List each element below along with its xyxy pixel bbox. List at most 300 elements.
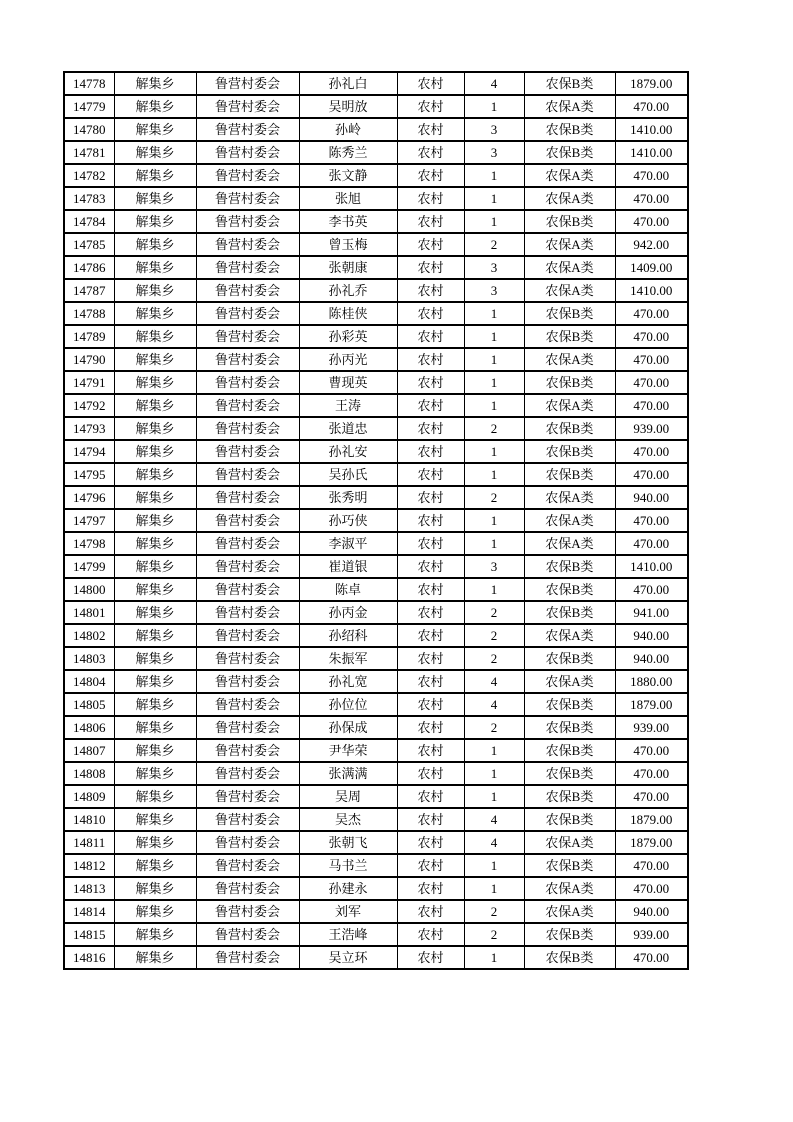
cell-household-type: 农村	[397, 302, 464, 325]
cell-insurance-category: 农保B类	[524, 141, 615, 164]
cell-township: 解集乡	[114, 256, 196, 279]
cell-person-name: 马书兰	[299, 854, 397, 877]
cell-insurance-category: 农保B类	[524, 210, 615, 233]
table-row	[64, 394, 688, 417]
cell-person-name: 曹现英	[299, 371, 397, 394]
cell-township: 解集乡	[114, 348, 196, 371]
cell-village-committee: 鲁营村委会	[196, 693, 299, 716]
table-row	[64, 95, 688, 118]
cell-township: 解集乡	[114, 371, 196, 394]
cell-insurance-category: 农保B类	[524, 693, 615, 716]
cell-household-type: 农村	[397, 72, 464, 95]
cell-person-count: 1	[464, 325, 524, 348]
cell-household-type: 农村	[397, 578, 464, 601]
cell-village-committee: 鲁营村委会	[196, 877, 299, 900]
cell-village-committee: 鲁营村委会	[196, 670, 299, 693]
cell-insurance-category: 农保A类	[524, 233, 615, 256]
cell-household-type: 农村	[397, 348, 464, 371]
cell-person-name: 陈秀兰	[299, 141, 397, 164]
cell-village-committee: 鲁营村委会	[196, 141, 299, 164]
cell-person-count: 2	[464, 923, 524, 946]
table-row	[64, 256, 688, 279]
cell-person-count: 1	[464, 302, 524, 325]
table-row	[64, 716, 688, 739]
cell-person-name: 吴周	[299, 785, 397, 808]
cell-amount: 470.00	[615, 210, 688, 233]
insurance-roster-table	[63, 71, 689, 970]
cell-household-type: 农村	[397, 739, 464, 762]
cell-person-count: 4	[464, 831, 524, 854]
cell-person-count: 2	[464, 601, 524, 624]
cell-insurance-category: 农保B类	[524, 762, 615, 785]
cell-serial-number: 14784	[64, 210, 114, 233]
cell-insurance-category: 农保A类	[524, 900, 615, 923]
cell-amount: 940.00	[615, 647, 688, 670]
cell-serial-number: 14809	[64, 785, 114, 808]
table-row	[64, 371, 688, 394]
cell-household-type: 农村	[397, 233, 464, 256]
cell-serial-number: 14797	[64, 509, 114, 532]
cell-serial-number: 14806	[64, 716, 114, 739]
table-row	[64, 854, 688, 877]
cell-amount: 470.00	[615, 946, 688, 969]
cell-amount: 1879.00	[615, 831, 688, 854]
cell-insurance-category: 农保B类	[524, 302, 615, 325]
cell-township: 解集乡	[114, 210, 196, 233]
cell-amount: 941.00	[615, 601, 688, 624]
cell-insurance-category: 农保B类	[524, 785, 615, 808]
table-row	[64, 601, 688, 624]
cell-household-type: 农村	[397, 693, 464, 716]
cell-person-count: 2	[464, 647, 524, 670]
cell-household-type: 农村	[397, 417, 464, 440]
cell-township: 解集乡	[114, 233, 196, 256]
cell-person-count: 4	[464, 670, 524, 693]
cell-township: 解集乡	[114, 716, 196, 739]
cell-serial-number: 14813	[64, 877, 114, 900]
cell-serial-number: 14792	[64, 394, 114, 417]
cell-person-count: 3	[464, 118, 524, 141]
cell-household-type: 农村	[397, 785, 464, 808]
cell-village-committee: 鲁营村委会	[196, 164, 299, 187]
cell-township: 解集乡	[114, 509, 196, 532]
cell-person-name: 吴孙氏	[299, 463, 397, 486]
cell-serial-number: 14791	[64, 371, 114, 394]
cell-person-name: 孙礼安	[299, 440, 397, 463]
cell-person-count: 1	[464, 509, 524, 532]
cell-township: 解集乡	[114, 601, 196, 624]
cell-person-name: 吴明放	[299, 95, 397, 118]
cell-household-type: 农村	[397, 555, 464, 578]
cell-amount: 470.00	[615, 854, 688, 877]
cell-person-count: 2	[464, 716, 524, 739]
cell-household-type: 农村	[397, 141, 464, 164]
cell-amount: 1410.00	[615, 279, 688, 302]
cell-person-name: 张朝康	[299, 256, 397, 279]
cell-amount: 470.00	[615, 762, 688, 785]
cell-village-committee: 鲁营村委会	[196, 762, 299, 785]
cell-insurance-category: 农保B类	[524, 647, 615, 670]
cell-person-count: 4	[464, 72, 524, 95]
table-row	[64, 325, 688, 348]
cell-household-type: 农村	[397, 900, 464, 923]
cell-person-count: 1	[464, 394, 524, 417]
cell-insurance-category: 农保B类	[524, 417, 615, 440]
cell-household-type: 农村	[397, 118, 464, 141]
cell-household-type: 农村	[397, 95, 464, 118]
cell-serial-number: 14783	[64, 187, 114, 210]
cell-insurance-category: 农保B类	[524, 440, 615, 463]
cell-village-committee: 鲁营村委会	[196, 555, 299, 578]
table-row	[64, 762, 688, 785]
cell-household-type: 农村	[397, 716, 464, 739]
cell-insurance-category: 农保A类	[524, 509, 615, 532]
cell-person-count: 1	[464, 739, 524, 762]
cell-amount: 942.00	[615, 233, 688, 256]
cell-household-type: 农村	[397, 256, 464, 279]
table-row	[64, 118, 688, 141]
table-row	[64, 532, 688, 555]
cell-amount: 470.00	[615, 164, 688, 187]
cell-insurance-category: 农保B类	[524, 463, 615, 486]
cell-person-count: 1	[464, 463, 524, 486]
cell-village-committee: 鲁营村委会	[196, 210, 299, 233]
cell-township: 解集乡	[114, 578, 196, 601]
table-row	[64, 647, 688, 670]
cell-village-committee: 鲁营村委会	[196, 624, 299, 647]
cell-person-name: 孙岭	[299, 118, 397, 141]
cell-serial-number: 14778	[64, 72, 114, 95]
cell-amount: 470.00	[615, 325, 688, 348]
cell-person-name: 张文静	[299, 164, 397, 187]
cell-household-type: 农村	[397, 440, 464, 463]
cell-amount: 470.00	[615, 394, 688, 417]
cell-township: 解集乡	[114, 164, 196, 187]
cell-township: 解集乡	[114, 95, 196, 118]
cell-person-name: 张满满	[299, 762, 397, 785]
cell-serial-number: 14781	[64, 141, 114, 164]
cell-village-committee: 鲁营村委会	[196, 394, 299, 417]
cell-serial-number: 14810	[64, 808, 114, 831]
cell-person-count: 1	[464, 578, 524, 601]
cell-insurance-category: 农保B类	[524, 371, 615, 394]
cell-person-count: 1	[464, 785, 524, 808]
cell-household-type: 农村	[397, 808, 464, 831]
cell-insurance-category: 农保B类	[524, 739, 615, 762]
cell-household-type: 农村	[397, 647, 464, 670]
cell-person-count: 1	[464, 164, 524, 187]
cell-amount: 470.00	[615, 509, 688, 532]
cell-insurance-category: 农保A类	[524, 670, 615, 693]
cell-person-name: 孙绍科	[299, 624, 397, 647]
cell-household-type: 农村	[397, 509, 464, 532]
cell-insurance-category: 农保B类	[524, 923, 615, 946]
cell-insurance-category: 农保A类	[524, 348, 615, 371]
cell-person-name: 崔道银	[299, 555, 397, 578]
table-row	[64, 624, 688, 647]
cell-person-name: 吴杰	[299, 808, 397, 831]
cell-amount: 940.00	[615, 900, 688, 923]
cell-household-type: 农村	[397, 854, 464, 877]
cell-village-committee: 鲁营村委会	[196, 118, 299, 141]
cell-township: 解集乡	[114, 463, 196, 486]
cell-household-type: 农村	[397, 877, 464, 900]
cell-household-type: 农村	[397, 670, 464, 693]
cell-person-count: 1	[464, 210, 524, 233]
cell-village-committee: 鲁营村委会	[196, 854, 299, 877]
cell-serial-number: 14802	[64, 624, 114, 647]
cell-serial-number: 14800	[64, 578, 114, 601]
cell-person-count: 2	[464, 900, 524, 923]
table-row	[64, 486, 688, 509]
cell-household-type: 农村	[397, 532, 464, 555]
cell-serial-number: 14814	[64, 900, 114, 923]
cell-household-type: 农村	[397, 923, 464, 946]
cell-amount: 470.00	[615, 877, 688, 900]
cell-village-committee: 鲁营村委会	[196, 486, 299, 509]
cell-amount: 470.00	[615, 785, 688, 808]
cell-amount: 470.00	[615, 578, 688, 601]
cell-serial-number: 14788	[64, 302, 114, 325]
cell-amount: 470.00	[615, 440, 688, 463]
cell-village-committee: 鲁营村委会	[196, 72, 299, 95]
cell-village-committee: 鲁营村委会	[196, 440, 299, 463]
cell-serial-number: 14816	[64, 946, 114, 969]
cell-household-type: 农村	[397, 279, 464, 302]
table-row	[64, 164, 688, 187]
cell-person-count: 3	[464, 279, 524, 302]
cell-township: 解集乡	[114, 831, 196, 854]
cell-insurance-category: 农保A类	[524, 532, 615, 555]
cell-insurance-category: 农保B类	[524, 808, 615, 831]
cell-township: 解集乡	[114, 762, 196, 785]
cell-serial-number: 14785	[64, 233, 114, 256]
cell-village-committee: 鲁营村委会	[196, 463, 299, 486]
table-row	[64, 210, 688, 233]
cell-serial-number: 14794	[64, 440, 114, 463]
cell-amount: 1879.00	[615, 808, 688, 831]
cell-serial-number: 14796	[64, 486, 114, 509]
cell-village-committee: 鲁营村委会	[196, 739, 299, 762]
cell-township: 解集乡	[114, 670, 196, 693]
cell-insurance-category: 农保B类	[524, 946, 615, 969]
cell-insurance-category: 农保A类	[524, 256, 615, 279]
cell-insurance-category: 农保B类	[524, 578, 615, 601]
table-row	[64, 877, 688, 900]
cell-township: 解集乡	[114, 486, 196, 509]
cell-household-type: 农村	[397, 762, 464, 785]
table-row	[64, 141, 688, 164]
cell-person-count: 1	[464, 946, 524, 969]
cell-person-count: 4	[464, 808, 524, 831]
cell-insurance-category: 农保A类	[524, 624, 615, 647]
cell-serial-number: 14787	[64, 279, 114, 302]
cell-person-count: 3	[464, 555, 524, 578]
table-row	[64, 946, 688, 969]
cell-person-count: 3	[464, 256, 524, 279]
cell-township: 解集乡	[114, 923, 196, 946]
cell-person-name: 孙巧侠	[299, 509, 397, 532]
cell-village-committee: 鲁营村委会	[196, 532, 299, 555]
cell-person-name: 孙礼宽	[299, 670, 397, 693]
cell-township: 解集乡	[114, 279, 196, 302]
cell-insurance-category: 农保A类	[524, 831, 615, 854]
cell-village-committee: 鲁营村委会	[196, 923, 299, 946]
cell-serial-number: 14790	[64, 348, 114, 371]
cell-person-name: 李淑平	[299, 532, 397, 555]
cell-household-type: 农村	[397, 831, 464, 854]
cell-amount: 470.00	[615, 371, 688, 394]
cell-amount: 470.00	[615, 187, 688, 210]
cell-amount: 1410.00	[615, 118, 688, 141]
cell-person-count: 1	[464, 877, 524, 900]
table-row	[64, 72, 688, 95]
cell-serial-number: 14798	[64, 532, 114, 555]
cell-person-count: 4	[464, 693, 524, 716]
cell-amount: 1879.00	[615, 72, 688, 95]
table-row	[64, 440, 688, 463]
cell-township: 解集乡	[114, 555, 196, 578]
cell-serial-number: 14786	[64, 256, 114, 279]
cell-serial-number: 14808	[64, 762, 114, 785]
cell-village-committee: 鲁营村委会	[196, 187, 299, 210]
cell-household-type: 农村	[397, 624, 464, 647]
cell-person-count: 2	[464, 486, 524, 509]
cell-village-committee: 鲁营村委会	[196, 256, 299, 279]
cell-serial-number: 14803	[64, 647, 114, 670]
table-row	[64, 279, 688, 302]
cell-serial-number: 14780	[64, 118, 114, 141]
cell-person-count: 1	[464, 440, 524, 463]
cell-serial-number: 14779	[64, 95, 114, 118]
cell-insurance-category: 农保B类	[524, 854, 615, 877]
cell-village-committee: 鲁营村委会	[196, 348, 299, 371]
table-row	[64, 923, 688, 946]
cell-household-type: 农村	[397, 486, 464, 509]
table-row	[64, 348, 688, 371]
cell-insurance-category: 农保A类	[524, 486, 615, 509]
cell-township: 解集乡	[114, 739, 196, 762]
cell-amount: 470.00	[615, 739, 688, 762]
cell-village-committee: 鲁营村委会	[196, 578, 299, 601]
cell-insurance-category: 农保B类	[524, 72, 615, 95]
cell-person-count: 1	[464, 348, 524, 371]
cell-village-committee: 鲁营村委会	[196, 233, 299, 256]
cell-serial-number: 14812	[64, 854, 114, 877]
cell-insurance-category: 农保A类	[524, 95, 615, 118]
cell-household-type: 农村	[397, 187, 464, 210]
cell-amount: 939.00	[615, 923, 688, 946]
cell-person-count: 1	[464, 95, 524, 118]
cell-person-name: 张朝飞	[299, 831, 397, 854]
cell-person-name: 孙保成	[299, 716, 397, 739]
cell-person-count: 1	[464, 371, 524, 394]
cell-village-committee: 鲁营村委会	[196, 95, 299, 118]
cell-person-name: 吴立环	[299, 946, 397, 969]
cell-serial-number: 14811	[64, 831, 114, 854]
cell-person-name: 朱振军	[299, 647, 397, 670]
cell-person-count: 1	[464, 532, 524, 555]
table-row	[64, 693, 688, 716]
cell-village-committee: 鲁营村委会	[196, 808, 299, 831]
cell-insurance-category: 农保B类	[524, 716, 615, 739]
table-row	[64, 187, 688, 210]
cell-township: 解集乡	[114, 785, 196, 808]
cell-village-committee: 鲁营村委会	[196, 417, 299, 440]
cell-township: 解集乡	[114, 394, 196, 417]
cell-amount: 1879.00	[615, 693, 688, 716]
cell-village-committee: 鲁营村委会	[196, 785, 299, 808]
cell-household-type: 农村	[397, 164, 464, 187]
cell-serial-number: 14799	[64, 555, 114, 578]
cell-serial-number: 14807	[64, 739, 114, 762]
cell-village-committee: 鲁营村委会	[196, 946, 299, 969]
cell-township: 解集乡	[114, 532, 196, 555]
cell-insurance-category: 农保A类	[524, 164, 615, 187]
cell-household-type: 农村	[397, 371, 464, 394]
cell-serial-number: 14801	[64, 601, 114, 624]
cell-township: 解集乡	[114, 693, 196, 716]
cell-household-type: 农村	[397, 210, 464, 233]
cell-township: 解集乡	[114, 854, 196, 877]
cell-insurance-category: 农保B类	[524, 601, 615, 624]
cell-amount: 1410.00	[615, 141, 688, 164]
cell-township: 解集乡	[114, 647, 196, 670]
cell-township: 解集乡	[114, 808, 196, 831]
table-row	[64, 578, 688, 601]
cell-serial-number: 14815	[64, 923, 114, 946]
cell-village-committee: 鲁营村委会	[196, 302, 299, 325]
cell-person-count: 2	[464, 624, 524, 647]
cell-household-type: 农村	[397, 946, 464, 969]
cell-insurance-category: 农保A类	[524, 187, 615, 210]
cell-person-count: 2	[464, 233, 524, 256]
cell-village-committee: 鲁营村委会	[196, 325, 299, 348]
cell-serial-number: 14782	[64, 164, 114, 187]
cell-household-type: 农村	[397, 394, 464, 417]
cell-serial-number: 14789	[64, 325, 114, 348]
cell-insurance-category: 农保A类	[524, 279, 615, 302]
cell-person-name: 张旭	[299, 187, 397, 210]
cell-amount: 940.00	[615, 486, 688, 509]
cell-person-name: 王浩峰	[299, 923, 397, 946]
cell-person-count: 1	[464, 762, 524, 785]
cell-amount: 470.00	[615, 532, 688, 555]
cell-person-name: 陈桂侠	[299, 302, 397, 325]
cell-township: 解集乡	[114, 302, 196, 325]
table-row	[64, 463, 688, 486]
cell-township: 解集乡	[114, 946, 196, 969]
cell-township: 解集乡	[114, 118, 196, 141]
cell-person-count: 1	[464, 854, 524, 877]
cell-township: 解集乡	[114, 72, 196, 95]
cell-township: 解集乡	[114, 325, 196, 348]
cell-person-name: 刘军	[299, 900, 397, 923]
cell-person-name: 尹华荣	[299, 739, 397, 762]
cell-township: 解集乡	[114, 624, 196, 647]
table-row	[64, 509, 688, 532]
cell-person-name: 曾玉梅	[299, 233, 397, 256]
cell-person-name: 孙建永	[299, 877, 397, 900]
table-row	[64, 831, 688, 854]
cell-person-name: 王涛	[299, 394, 397, 417]
cell-amount: 939.00	[615, 417, 688, 440]
cell-person-name: 陈卓	[299, 578, 397, 601]
cell-village-committee: 鲁营村委会	[196, 601, 299, 624]
table-body	[64, 72, 688, 969]
cell-person-name: 孙礼乔	[299, 279, 397, 302]
cell-township: 解集乡	[114, 440, 196, 463]
